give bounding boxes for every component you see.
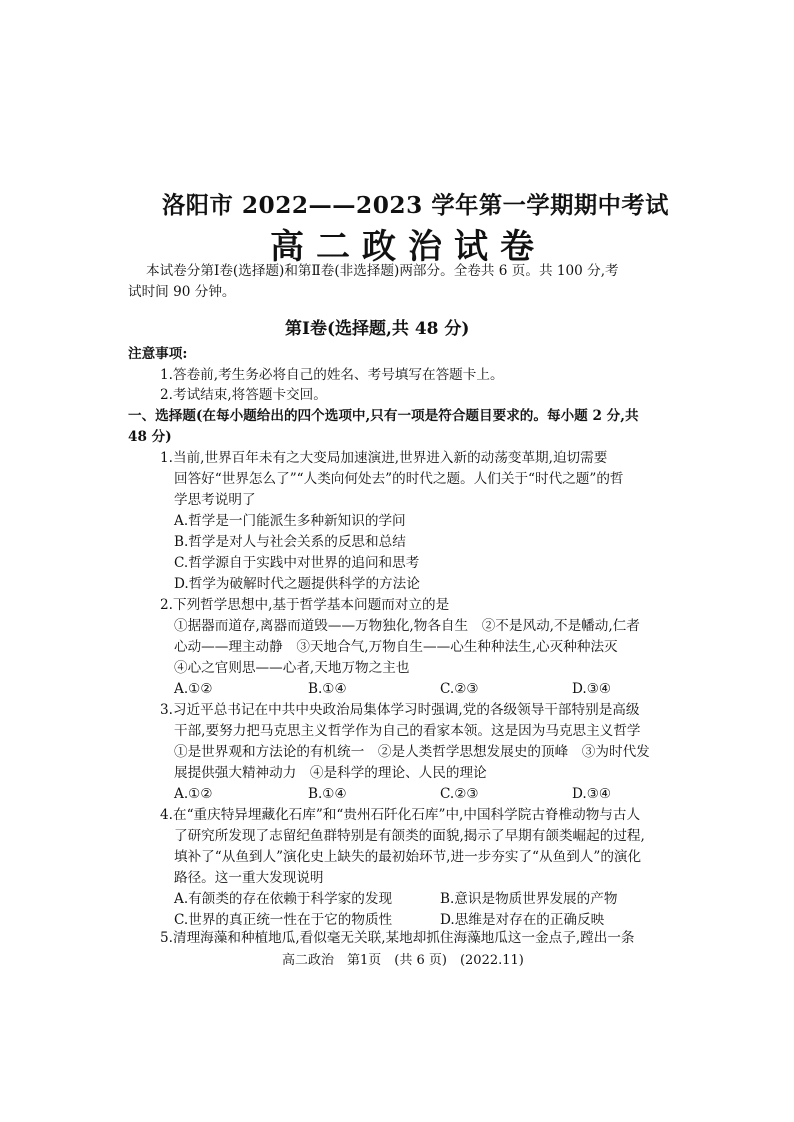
notes-heading: 注意事项: (128, 346, 188, 362)
q2-option-a: A.①② (174, 681, 213, 697)
q1-stem-line: 学思考说明了 (174, 492, 256, 508)
note-item: 2.考试结束,将答题卡交回。 (160, 387, 327, 403)
q1-option-b: B.哲学是对人与社会关系的反思和总结 (174, 534, 406, 550)
part-heading-line-2: 48 分) (128, 429, 172, 445)
q1-option-c: C.哲学源自于实践中对世界的追问和思考 (174, 555, 420, 571)
q4-stem-line: 了研究所发现了志留纪鱼群特别是有颌类的面貌,揭示了早期有颌类崛起的过程, (174, 828, 645, 844)
q4-option-b: B.意识是物质世界发展的产物 (440, 891, 618, 907)
q4-option-c: C.世界的真正统一性在于它的物质性 (174, 912, 393, 928)
exam-title: 洛阳市 2022——2023 学年第一学期期中考试 (162, 192, 669, 219)
intro-line-2: 试时间 90 分钟。 (128, 284, 236, 300)
page-footer: 高二政治 第1页 (共 6 页) (2022.11) (282, 953, 524, 968)
q4-option-d: D.思维是对存在的正确反映 (440, 912, 605, 928)
q1-stem-line: 1.当前,世界百年未有之大变局加速演进,世界进入新的动荡变革期,迫切需要 (160, 450, 608, 466)
q1-stem-line: 回答好“世界怎么了”“人类向何处去”的时代之题。人们关于“时代之题”的哲 (174, 471, 624, 487)
q4-stem-line: 填补了“从鱼到人”演化史上缺失的最初始环节,进一步夯实了“从鱼到人”的演化 (174, 849, 642, 865)
q2-option-d: D.③④ (572, 681, 612, 697)
q4-stem-line: 4.在“重庆特异埋藏化石库”和“贵州石阡化石库”中,中国科学院古脊椎动物与古人 (160, 807, 641, 823)
q2-stem-line: ①据器而道存,离器而道毁——万物独化,物各自生 ②不是风动,不是幡动,仁者 (174, 618, 640, 634)
q4-stem-line: 路径。这一重大发现说明 (174, 870, 324, 886)
q3-stem-line: 3.习近平总书记在中共中央政治局集体学习时强调,党的各级领导干部特别是高级 (160, 702, 640, 718)
q3-stem-line: ①是世界观和方法论的有机统一 ②是人类哲学思想发展史的顶峰 ③为时代发 (174, 744, 650, 760)
q1-option-a: A.哲学是一门能派生多种新知识的学问 (174, 513, 406, 529)
q2-option-b: B.①④ (308, 681, 347, 697)
part-heading-line-1: 一、选择题(在每小题给出的四个选项中,只有一项是符合题目要求的。每小题 2 分,共 (128, 408, 639, 424)
section-heading: 第Ⅰ卷(选择题,共 48 分) (285, 319, 470, 339)
q3-option-b: B.①④ (308, 786, 347, 802)
subject-title: 高二政治试卷 (270, 227, 546, 267)
q2-stem-line: 2.下列哲学思想中,基于哲学基本问题而对立的是 (160, 597, 450, 613)
q3-option-c: C.②③ (440, 786, 479, 802)
q2-stem-line: ④心之官则思——心者,天地万物之主也 (174, 660, 410, 676)
q3-option-a: A.①② (174, 786, 213, 802)
q5-stem-line: 5.清理海藻和种植地瓜,看似毫无关联,某地却抓住海藻地瓜这一金点子,蹚出一条 (160, 930, 635, 946)
intro-line-1: 本试卷分第Ⅰ卷(选择题)和第Ⅱ卷(非选择题)两部分。全卷共 6 页。共 100 分,考 (146, 263, 619, 279)
q2-option-c: C.②③ (440, 681, 479, 697)
q3-stem-line: 干部,要努力把马克思主义哲学作为自己的看家本领。这是因为马克思主义哲学 (174, 723, 641, 739)
q4-option-a: A.有颌类的存在依赖于科学家的发现 (174, 891, 393, 907)
note-item: 1.答卷前,考生务必将自己的姓名、考号填写在答题卡上。 (160, 367, 504, 383)
q3-option-d: D.③④ (572, 786, 612, 802)
q3-stem-line: 展提供强大精神动力 ④是科学的理论、人民的理论 (174, 765, 487, 781)
q1-option-d: D.哲学为破解时代之题提供科学的方法论 (174, 576, 420, 592)
q2-stem-line: 心动——理主动静 ③天地合气,万物自生——心生种种法生,心灭种种法灭 (174, 639, 618, 655)
